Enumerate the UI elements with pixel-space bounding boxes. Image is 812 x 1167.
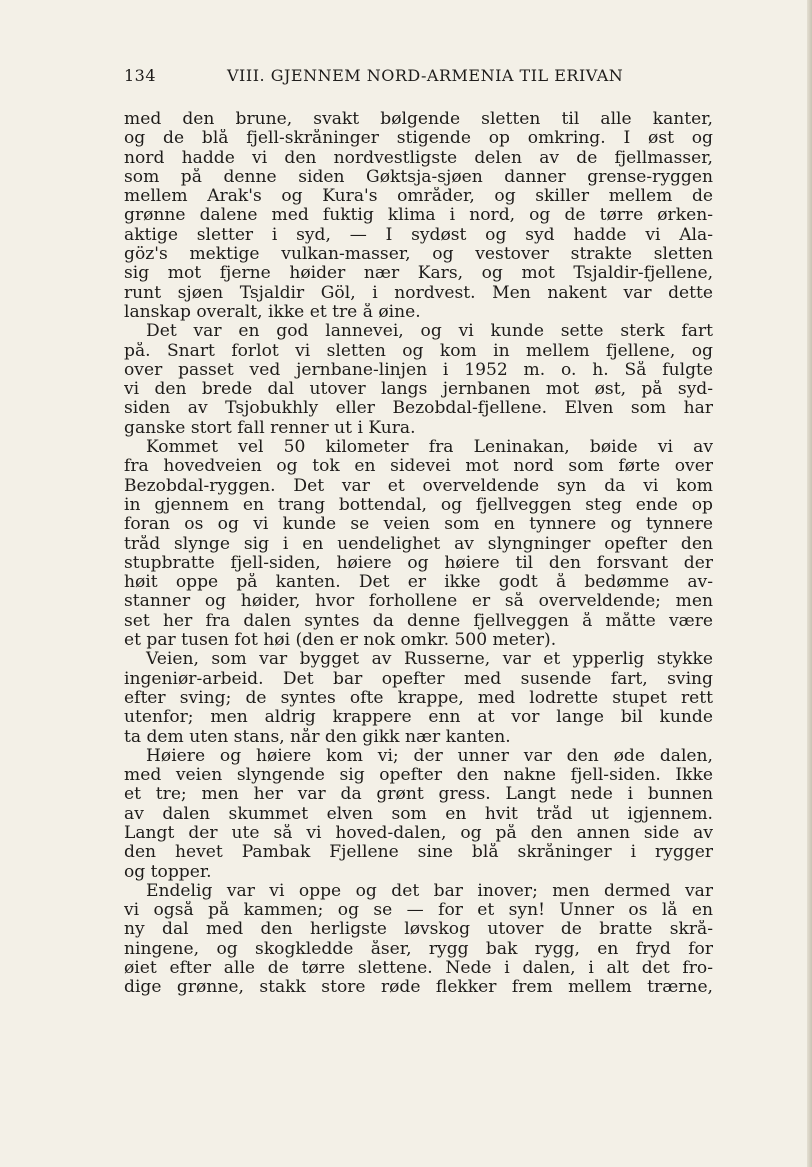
- text-line: på. Snart forlot vi sletten og kom in mellem fjellene, og: [124, 341, 713, 361]
- text-line: stupbratte fjell-siden, høiere og høiere til den forsvant der: [124, 553, 713, 573]
- running-title: VIII. GJENNEM NORD-ARMENIA TIL ERIVAN: [227, 66, 624, 85]
- text-line: den hevet Pambak Fjellene sine blå skråninger i rygger: [124, 843, 713, 863]
- paragraph: [124, 438, 713, 650]
- text-line: set her fra dalen syntes da denne fjellveggen å måtte være: [124, 611, 713, 631]
- text-line: ny dal med den herligste løvskog utover de bratte skrå-: [124, 920, 713, 940]
- text-line: øiet efter alle de tørre slettene. Nede i dalen, i alt det fro-: [124, 959, 713, 979]
- text-line: Langt der ute så vi hoved-dalen, og på den annen side av: [124, 823, 713, 843]
- text-line: dige grønne, stakk store røde flekker frem mellem trærne,: [124, 978, 713, 998]
- text-line: utenfor; men aldrig krappere enn at vor lange bil kunde: [124, 708, 713, 728]
- text-line: ingeniør-arbeid. Det bar opefter med susende fart, sving: [124, 669, 713, 689]
- text-line: mellem Arak's og Kura's områder, og skiller mellem de: [124, 187, 713, 207]
- text-line: tråd slynge sig i en uendelighet av slyngninger opefter den: [124, 534, 713, 554]
- text-line: Høiere og høiere kom vi; der unner var den øde dalen,: [146, 746, 713, 766]
- text-line: med veien slyngende sig opefter den nakne fjell-siden. Ikke: [124, 766, 713, 786]
- text-line: göz's mektige vulkan-masser, og vestover strakte sletten: [124, 245, 713, 265]
- text-line: av dalen skummet elven som en hvit tråd ut igjennem.: [124, 804, 713, 824]
- page-edge-shadow: [807, 0, 812, 1167]
- paragraph: [124, 747, 713, 882]
- text-line: sig mot fjerne høider nær Kars, og mot Tsjaldir-fjellene,: [124, 264, 713, 284]
- text-line: Kommet vel 50 kilometer fra Leninakan, bøide vi av: [146, 438, 713, 458]
- text-line: lanskap overalt, ikke et tre å øine.: [124, 302, 421, 322]
- text-line: Bezobdal-ryggen. Det var et overveldende syn da vi kom: [124, 476, 713, 496]
- text-line: ganske stort fall renner ut i Kura.: [124, 418, 416, 438]
- text-line: fra hovedveien og tok en sidevei mot nord som førte over: [124, 457, 713, 477]
- text-line: som på denne siden Gøktsja-sjøen danner grense-ryggen: [124, 167, 713, 187]
- text-line: Veien, som var bygget av Russerne, var et ypperlig stykke: [146, 650, 713, 670]
- text-line: høit oppe på kanten. Det er ikke godt å bedømme av-: [124, 573, 713, 593]
- text-line: grønne dalene med fuktig klima i nord, og de tørre ørken-: [124, 206, 713, 226]
- text-line: siden av Tsjobukhly eller Bezobdal-fjellene. Elven som har: [124, 399, 713, 419]
- text-line: foran os og vi kunde se veien som en tynnere og tynnere: [124, 515, 713, 535]
- text-line: efter sving; de syntes ofte krappe, med lodrette stupet rett: [124, 688, 713, 708]
- text-line: over passet ved jernbane-linjen i 1952 m. o. h. Så fulgte: [124, 360, 713, 380]
- text-line: ningene, og skogkledde åser, rygg bak rygg, en fryd for: [124, 939, 713, 959]
- text-line: runt sjøen Tsjaldir Göl, i nordvest. Men nakent var dette: [124, 283, 713, 303]
- text-line: ta dem uten stans, når den gikk nær kanten.: [124, 727, 511, 747]
- text-line: Endelig var vi oppe og det bar inover; men dermed var: [146, 881, 713, 901]
- text-line: vi den brede dal utover langs jernbanen mot øst, på syd-: [124, 380, 713, 400]
- body-text: [124, 110, 713, 998]
- paragraph: [124, 882, 713, 998]
- page-number: 134: [124, 66, 157, 85]
- text-line: Det var en god lannevei, og vi kunde sette sterk fart: [146, 322, 713, 342]
- text-line: nord hadde vi den nordvestligste delen av de fjellmasser,: [124, 148, 713, 168]
- text-line: vi også på kammen; og se — for et syn! Unner os lå en: [124, 901, 713, 921]
- paragraph: [124, 650, 713, 746]
- text-line: in gjennem en trang bottendal, og fjellveggen steg ende op: [124, 495, 713, 515]
- paragraph: [124, 322, 713, 438]
- paragraph: [124, 110, 713, 322]
- text-line: stanner og høider, hvor forhollene er så overveldende; men: [124, 592, 713, 612]
- text-line: og topper.: [124, 862, 212, 882]
- text-line: aktige sletter i syd, — I sydøst og syd hadde vi Ala-: [124, 225, 713, 245]
- text-line: et par tusen fot høi (den er nok omkr. 500 meter).: [124, 631, 557, 651]
- text-line: og de blå fjell-skråninger stigende op omkring. I øst og: [124, 129, 713, 149]
- text-line: med den brune, svakt bølgende sletten til alle kanter,: [124, 110, 713, 129]
- text-line: et tre; men her var da grønt gress. Langt nede i bunnen: [124, 785, 713, 805]
